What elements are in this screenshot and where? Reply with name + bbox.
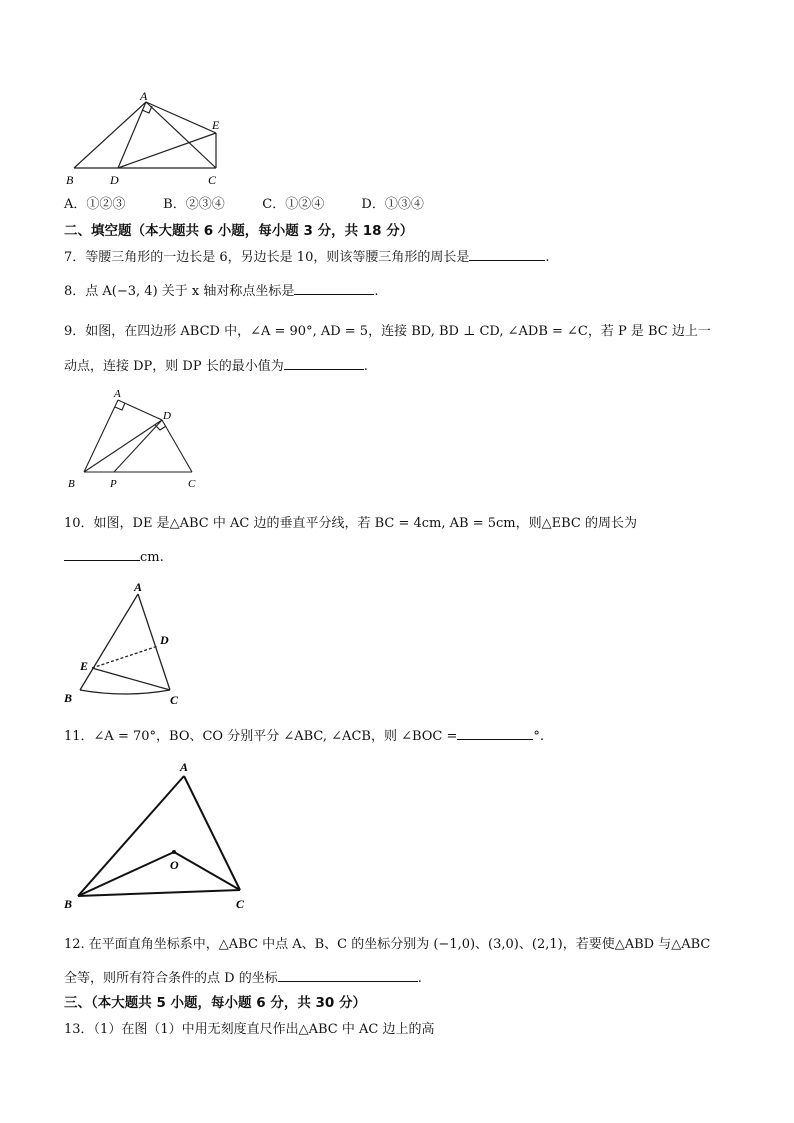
option-a: A．①②③ xyxy=(64,197,126,212)
label-c: C xyxy=(188,478,196,490)
answer-blank-9[interactable] xyxy=(284,357,364,370)
label-c: C xyxy=(208,173,217,187)
answer-blank-12[interactable] xyxy=(278,969,418,982)
answer-blank-11[interactable] xyxy=(457,727,533,740)
figure-q9 xyxy=(62,386,212,496)
label-p: P xyxy=(110,478,117,490)
label-e: E xyxy=(80,659,89,673)
question-10-line2: cm. xyxy=(64,548,164,565)
option-b: B．②③④ xyxy=(163,197,225,212)
question-13: 13．（1）在图（1）中用无刻度直尺作出△ABC 中 AC 边上的高 xyxy=(64,1022,435,1037)
option-c: C．①②④ xyxy=(262,197,325,212)
question-11: 11．∠A = 70°，BO、CO 分别平分 ∠ABC, ∠ACB，则 ∠BOC = °. xyxy=(64,729,545,744)
label-b: B xyxy=(64,897,73,911)
label-a: A xyxy=(140,89,148,103)
figure-q10 xyxy=(60,578,190,708)
label-a: A xyxy=(114,388,121,400)
answer-blank-7[interactable] xyxy=(469,248,545,261)
label-b: B xyxy=(68,478,75,490)
answer-blank-10[interactable] xyxy=(64,548,140,561)
question-12-line1: 12. 在平面直角坐标系中，△ABC 中点 A、B、C 的坐标分别为 (−1,0)、(3,0)、(2,1)，若要使△ABD 与△ABC xyxy=(64,937,711,952)
label-d: D xyxy=(163,410,171,422)
question-9-line2: 动点，连接 DP，则 DP 长的最小值为 . xyxy=(64,359,368,374)
label-a: A xyxy=(134,580,143,594)
q6-options xyxy=(64,193,456,212)
label-d: D xyxy=(110,173,119,187)
label-e: E xyxy=(212,118,220,132)
label-c: C xyxy=(170,693,179,707)
question-10-line1: 10．如图，DE 是△ABC 中 AC 边的垂直平分线，若 BC = 4cm, AB = 5cm，则△EBC 的周长为 xyxy=(64,516,637,531)
question-9-line1: 9．如图，在四边形 ABCD 中，∠A = 90°, AD = 5，连接 BD, BD ⊥ CD, ∠ADB = ∠C，若 P 是 BC 边上一 xyxy=(64,324,711,339)
question-12-line2: 全等，则所有符合条件的点 D 的坐标 . xyxy=(64,971,422,986)
section-2-heading: 二、填空题（本大题共 6 小题，每小题 3 分，共 18 分） xyxy=(64,223,414,239)
label-a: A xyxy=(180,760,189,774)
answer-blank-8[interactable] xyxy=(294,282,374,295)
label-d: D xyxy=(160,633,169,647)
label-c: C xyxy=(236,897,245,911)
question-8: 8．点 A(−3, 4) 关于 x 轴对称点坐标是 . xyxy=(64,284,379,299)
figure-q11 xyxy=(60,758,260,916)
label-o: O xyxy=(170,858,179,872)
label-b: B xyxy=(64,691,73,705)
question-7: 7．等腰三角形的一边长是 6，另边长是 10，则该等腰三角形的周长是 . xyxy=(64,250,550,265)
option-d: D．①③④ xyxy=(361,197,424,212)
figure-q6 xyxy=(60,88,230,188)
label-b: B xyxy=(66,173,74,187)
section-3-heading: 三、（本大题共 5 小题，每小题 6 分，共 30 分） xyxy=(64,995,367,1011)
